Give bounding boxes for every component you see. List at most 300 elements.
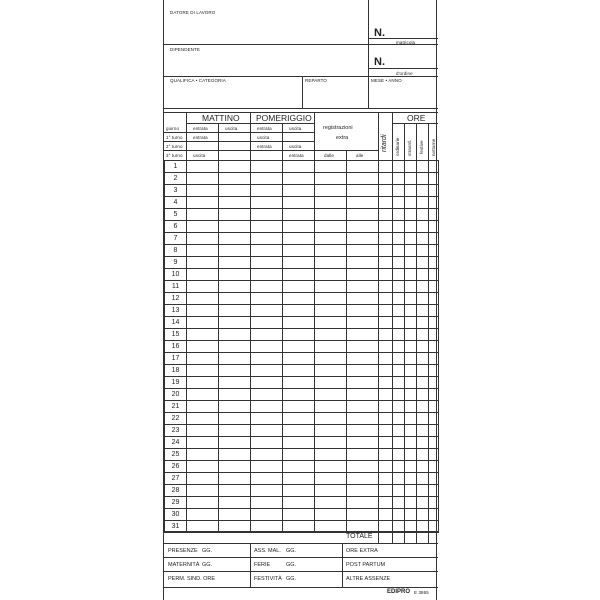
- day-entry-cell[interactable]: [393, 437, 405, 449]
- day-entry-cell[interactable]: [429, 305, 439, 317]
- day-entry-cell[interactable]: [219, 209, 251, 221]
- day-entry-cell[interactable]: [379, 437, 393, 449]
- day-entry-cell[interactable]: [405, 257, 417, 269]
- day-entry-cell[interactable]: [429, 401, 439, 413]
- day-entry-cell[interactable]: [187, 341, 219, 353]
- day-entry-cell[interactable]: [429, 245, 439, 257]
- day-entry-cell[interactable]: [347, 161, 379, 173]
- day-entry-cell[interactable]: [417, 449, 429, 461]
- day-entry-cell[interactable]: [219, 233, 251, 245]
- day-entry-cell[interactable]: [417, 353, 429, 365]
- day-entry-cell[interactable]: [429, 209, 439, 221]
- day-entry-cell[interactable]: [429, 329, 439, 341]
- day-entry-cell[interactable]: [417, 377, 429, 389]
- day-entry-cell[interactable]: [347, 293, 379, 305]
- day-entry-cell[interactable]: [379, 485, 393, 497]
- day-entry-cell[interactable]: [379, 269, 393, 281]
- day-entry-cell[interactable]: [417, 161, 429, 173]
- day-entry-cell[interactable]: [187, 377, 219, 389]
- day-entry-cell[interactable]: [347, 401, 379, 413]
- day-entry-cell[interactable]: [219, 377, 251, 389]
- day-entry-cell[interactable]: [347, 341, 379, 353]
- day-entry-cell[interactable]: [187, 209, 219, 221]
- day-entry-cell[interactable]: [251, 461, 283, 473]
- day-entry-cell[interactable]: [379, 497, 393, 509]
- day-entry-cell[interactable]: [283, 365, 315, 377]
- day-entry-cell[interactable]: [429, 197, 439, 209]
- day-entry-cell[interactable]: [405, 173, 417, 185]
- day-entry-cell[interactable]: [187, 413, 219, 425]
- day-entry-cell[interactable]: [219, 401, 251, 413]
- day-entry-cell[interactable]: [417, 185, 429, 197]
- day-entry-cell[interactable]: [379, 365, 393, 377]
- day-entry-cell[interactable]: [251, 389, 283, 401]
- day-entry-cell[interactable]: [315, 269, 347, 281]
- day-entry-cell[interactable]: [405, 317, 417, 329]
- day-entry-cell[interactable]: [315, 197, 347, 209]
- day-entry-cell[interactable]: [405, 161, 417, 173]
- day-entry-cell[interactable]: [283, 437, 315, 449]
- day-entry-cell[interactable]: [251, 257, 283, 269]
- day-entry-cell[interactable]: [405, 365, 417, 377]
- day-entry-cell[interactable]: [219, 257, 251, 269]
- day-entry-cell[interactable]: [379, 245, 393, 257]
- day-entry-cell[interactable]: [219, 413, 251, 425]
- day-entry-cell[interactable]: [251, 449, 283, 461]
- day-entry-cell[interactable]: [405, 401, 417, 413]
- day-entry-cell[interactable]: [429, 269, 439, 281]
- day-entry-cell[interactable]: [429, 497, 439, 509]
- day-entry-cell[interactable]: [417, 269, 429, 281]
- day-entry-cell[interactable]: [405, 341, 417, 353]
- day-entry-cell[interactable]: [283, 257, 315, 269]
- day-entry-cell[interactable]: [187, 293, 219, 305]
- day-entry-cell[interactable]: [429, 281, 439, 293]
- day-entry-cell[interactable]: [379, 509, 393, 521]
- day-entry-cell[interactable]: [187, 329, 219, 341]
- day-entry-cell[interactable]: [379, 221, 393, 233]
- day-entry-cell[interactable]: [283, 329, 315, 341]
- day-entry-cell[interactable]: [417, 341, 429, 353]
- day-entry-cell[interactable]: [283, 461, 315, 473]
- day-entry-cell[interactable]: [379, 461, 393, 473]
- day-entry-cell[interactable]: [429, 365, 439, 377]
- day-entry-cell[interactable]: [187, 437, 219, 449]
- day-entry-cell[interactable]: [347, 233, 379, 245]
- day-entry-cell[interactable]: [429, 257, 439, 269]
- day-entry-cell[interactable]: [315, 305, 347, 317]
- day-entry-cell[interactable]: [379, 341, 393, 353]
- day-entry-cell[interactable]: [429, 425, 439, 437]
- day-entry-cell[interactable]: [347, 257, 379, 269]
- day-entry-cell[interactable]: [393, 413, 405, 425]
- day-entry-cell[interactable]: [283, 317, 315, 329]
- day-entry-cell[interactable]: [283, 389, 315, 401]
- day-entry-cell[interactable]: [393, 485, 405, 497]
- day-entry-cell[interactable]: [379, 257, 393, 269]
- day-entry-cell[interactable]: [379, 449, 393, 461]
- day-entry-cell[interactable]: [187, 449, 219, 461]
- day-entry-cell[interactable]: [347, 185, 379, 197]
- day-entry-cell[interactable]: [429, 173, 439, 185]
- day-entry-cell[interactable]: [219, 281, 251, 293]
- day-entry-cell[interactable]: [417, 497, 429, 509]
- day-entry-cell[interactable]: [405, 473, 417, 485]
- day-entry-cell[interactable]: [429, 389, 439, 401]
- day-entry-cell[interactable]: [315, 473, 347, 485]
- day-entry-cell[interactable]: [393, 293, 405, 305]
- day-entry-cell[interactable]: [429, 437, 439, 449]
- day-entry-cell[interactable]: [347, 473, 379, 485]
- day-entry-cell[interactable]: [251, 365, 283, 377]
- day-entry-cell[interactable]: [187, 281, 219, 293]
- day-entry-cell[interactable]: [405, 221, 417, 233]
- day-entry-cell[interactable]: [251, 281, 283, 293]
- day-entry-cell[interactable]: [429, 293, 439, 305]
- day-entry-cell[interactable]: [315, 389, 347, 401]
- day-entry-cell[interactable]: [315, 317, 347, 329]
- day-entry-cell[interactable]: [379, 161, 393, 173]
- day-entry-cell[interactable]: [393, 245, 405, 257]
- day-entry-cell[interactable]: [219, 161, 251, 173]
- day-entry-cell[interactable]: [187, 317, 219, 329]
- day-entry-cell[interactable]: [393, 401, 405, 413]
- day-entry-cell[interactable]: [393, 473, 405, 485]
- day-entry-cell[interactable]: [219, 317, 251, 329]
- day-entry-cell[interactable]: [405, 461, 417, 473]
- day-entry-cell[interactable]: [405, 485, 417, 497]
- day-entry-cell[interactable]: [315, 281, 347, 293]
- day-entry-cell[interactable]: [347, 497, 379, 509]
- day-entry-cell[interactable]: [283, 473, 315, 485]
- day-entry-cell[interactable]: [429, 341, 439, 353]
- day-entry-cell[interactable]: [379, 377, 393, 389]
- day-entry-cell[interactable]: [283, 233, 315, 245]
- day-entry-cell[interactable]: [219, 473, 251, 485]
- day-entry-cell[interactable]: [347, 485, 379, 497]
- day-entry-cell[interactable]: [219, 245, 251, 257]
- day-entry-cell[interactable]: [347, 173, 379, 185]
- day-entry-cell[interactable]: [417, 293, 429, 305]
- day-entry-cell[interactable]: [283, 293, 315, 305]
- day-entry-cell[interactable]: [187, 509, 219, 521]
- day-entry-cell[interactable]: [283, 449, 315, 461]
- day-entry-cell[interactable]: [405, 425, 417, 437]
- day-entry-cell[interactable]: [283, 269, 315, 281]
- day-entry-cell[interactable]: [379, 185, 393, 197]
- day-entry-cell[interactable]: [379, 197, 393, 209]
- day-entry-cell[interactable]: [187, 245, 219, 257]
- day-entry-cell[interactable]: [315, 437, 347, 449]
- day-entry-cell[interactable]: [283, 497, 315, 509]
- day-entry-cell[interactable]: [379, 413, 393, 425]
- day-entry-cell[interactable]: [405, 269, 417, 281]
- day-entry-cell[interactable]: [219, 353, 251, 365]
- day-entry-cell[interactable]: [315, 413, 347, 425]
- day-entry-cell[interactable]: [187, 485, 219, 497]
- day-entry-cell[interactable]: [315, 173, 347, 185]
- day-entry-cell[interactable]: [429, 221, 439, 233]
- day-entry-cell[interactable]: [405, 197, 417, 209]
- day-entry-cell[interactable]: [379, 209, 393, 221]
- day-entry-cell[interactable]: [393, 185, 405, 197]
- day-entry-cell[interactable]: [251, 173, 283, 185]
- day-entry-cell[interactable]: [417, 221, 429, 233]
- day-entry-cell[interactable]: [417, 209, 429, 221]
- day-entry-cell[interactable]: [347, 281, 379, 293]
- day-entry-cell[interactable]: [429, 461, 439, 473]
- day-entry-cell[interactable]: [405, 185, 417, 197]
- day-entry-cell[interactable]: [347, 389, 379, 401]
- day-entry-cell[interactable]: [405, 449, 417, 461]
- day-entry-cell[interactable]: [315, 257, 347, 269]
- day-entry-cell[interactable]: [429, 353, 439, 365]
- day-entry-cell[interactable]: [187, 269, 219, 281]
- day-entry-cell[interactable]: [417, 365, 429, 377]
- day-entry-cell[interactable]: [379, 173, 393, 185]
- day-entry-cell[interactable]: [379, 281, 393, 293]
- day-entry-cell[interactable]: [405, 389, 417, 401]
- day-entry-cell[interactable]: [429, 185, 439, 197]
- day-entry-cell[interactable]: [283, 485, 315, 497]
- day-entry-cell[interactable]: [393, 425, 405, 437]
- day-entry-cell[interactable]: [187, 173, 219, 185]
- day-entry-cell[interactable]: [187, 161, 219, 173]
- day-entry-cell[interactable]: [219, 365, 251, 377]
- day-entry-cell[interactable]: [283, 185, 315, 197]
- day-entry-cell[interactable]: [393, 461, 405, 473]
- day-entry-cell[interactable]: [347, 197, 379, 209]
- day-entry-cell[interactable]: [417, 473, 429, 485]
- day-entry-cell[interactable]: [251, 197, 283, 209]
- day-entry-cell[interactable]: [379, 317, 393, 329]
- day-entry-cell[interactable]: [393, 509, 405, 521]
- day-entry-cell[interactable]: [393, 221, 405, 233]
- day-entry-cell[interactable]: [405, 497, 417, 509]
- day-entry-cell[interactable]: [347, 305, 379, 317]
- day-entry-cell[interactable]: [417, 329, 429, 341]
- day-entry-cell[interactable]: [251, 341, 283, 353]
- day-entry-cell[interactable]: [417, 245, 429, 257]
- day-entry-cell[interactable]: [219, 461, 251, 473]
- day-entry-cell[interactable]: [393, 233, 405, 245]
- day-entry-cell[interactable]: [251, 425, 283, 437]
- day-entry-cell[interactable]: [393, 365, 405, 377]
- day-entry-cell[interactable]: [429, 413, 439, 425]
- day-entry-cell[interactable]: [417, 305, 429, 317]
- day-entry-cell[interactable]: [283, 509, 315, 521]
- day-entry-cell[interactable]: [187, 401, 219, 413]
- day-entry-cell[interactable]: [219, 509, 251, 521]
- day-entry-cell[interactable]: [315, 341, 347, 353]
- day-entry-cell[interactable]: [315, 353, 347, 365]
- day-entry-cell[interactable]: [251, 209, 283, 221]
- day-entry-cell[interactable]: [283, 161, 315, 173]
- day-entry-cell[interactable]: [347, 317, 379, 329]
- day-entry-cell[interactable]: [393, 449, 405, 461]
- day-entry-cell[interactable]: [187, 389, 219, 401]
- day-entry-cell[interactable]: [251, 221, 283, 233]
- day-entry-cell[interactable]: [405, 245, 417, 257]
- day-entry-cell[interactable]: [251, 413, 283, 425]
- day-entry-cell[interactable]: [251, 269, 283, 281]
- day-entry-cell[interactable]: [251, 497, 283, 509]
- day-entry-cell[interactable]: [251, 401, 283, 413]
- day-entry-cell[interactable]: [315, 161, 347, 173]
- day-entry-cell[interactable]: [347, 437, 379, 449]
- day-entry-cell[interactable]: [283, 221, 315, 233]
- day-entry-cell[interactable]: [393, 377, 405, 389]
- day-entry-cell[interactable]: [347, 413, 379, 425]
- day-entry-cell[interactable]: [251, 377, 283, 389]
- day-entry-cell[interactable]: [219, 341, 251, 353]
- day-entry-cell[interactable]: [283, 377, 315, 389]
- day-entry-cell[interactable]: [405, 293, 417, 305]
- day-entry-cell[interactable]: [315, 185, 347, 197]
- day-entry-cell[interactable]: [315, 245, 347, 257]
- day-entry-cell[interactable]: [379, 473, 393, 485]
- day-entry-cell[interactable]: [429, 449, 439, 461]
- day-entry-cell[interactable]: [429, 473, 439, 485]
- day-entry-cell[interactable]: [417, 389, 429, 401]
- day-entry-cell[interactable]: [393, 329, 405, 341]
- day-entry-cell[interactable]: [379, 401, 393, 413]
- day-entry-cell[interactable]: [417, 413, 429, 425]
- day-entry-cell[interactable]: [405, 353, 417, 365]
- day-entry-cell[interactable]: [219, 221, 251, 233]
- day-entry-cell[interactable]: [187, 461, 219, 473]
- day-entry-cell[interactable]: [219, 185, 251, 197]
- day-entry-cell[interactable]: [417, 401, 429, 413]
- day-entry-cell[interactable]: [417, 461, 429, 473]
- day-entry-cell[interactable]: [187, 425, 219, 437]
- day-entry-cell[interactable]: [283, 245, 315, 257]
- day-entry-cell[interactable]: [379, 233, 393, 245]
- day-entry-cell[interactable]: [417, 257, 429, 269]
- day-entry-cell[interactable]: [417, 281, 429, 293]
- day-entry-cell[interactable]: [187, 185, 219, 197]
- day-entry-cell[interactable]: [315, 377, 347, 389]
- day-entry-cell[interactable]: [429, 233, 439, 245]
- day-entry-cell[interactable]: [417, 233, 429, 245]
- day-entry-cell[interactable]: [219, 329, 251, 341]
- day-entry-cell[interactable]: [187, 365, 219, 377]
- day-entry-cell[interactable]: [347, 365, 379, 377]
- day-entry-cell[interactable]: [187, 233, 219, 245]
- day-entry-cell[interactable]: [251, 353, 283, 365]
- day-entry-cell[interactable]: [219, 269, 251, 281]
- day-entry-cell[interactable]: [219, 305, 251, 317]
- day-entry-cell[interactable]: [251, 305, 283, 317]
- day-entry-cell[interactable]: [315, 365, 347, 377]
- day-entry-cell[interactable]: [429, 161, 439, 173]
- day-entry-cell[interactable]: [315, 509, 347, 521]
- day-entry-cell[interactable]: [347, 377, 379, 389]
- day-entry-cell[interactable]: [251, 473, 283, 485]
- day-entry-cell[interactable]: [417, 509, 429, 521]
- day-entry-cell[interactable]: [219, 425, 251, 437]
- day-entry-cell[interactable]: [251, 233, 283, 245]
- day-entry-cell[interactable]: [187, 353, 219, 365]
- day-entry-cell[interactable]: [219, 485, 251, 497]
- day-entry-cell[interactable]: [417, 437, 429, 449]
- day-entry-cell[interactable]: [347, 245, 379, 257]
- day-entry-cell[interactable]: [251, 293, 283, 305]
- day-entry-cell[interactable]: [251, 317, 283, 329]
- day-entry-cell[interactable]: [315, 329, 347, 341]
- day-entry-cell[interactable]: [417, 317, 429, 329]
- day-entry-cell[interactable]: [219, 173, 251, 185]
- day-entry-cell[interactable]: [219, 497, 251, 509]
- day-entry-cell[interactable]: [251, 485, 283, 497]
- day-entry-cell[interactable]: [405, 509, 417, 521]
- day-entry-cell[interactable]: [187, 221, 219, 233]
- day-entry-cell[interactable]: [315, 461, 347, 473]
- day-entry-cell[interactable]: [405, 305, 417, 317]
- day-entry-cell[interactable]: [251, 245, 283, 257]
- day-entry-cell[interactable]: [393, 497, 405, 509]
- day-entry-cell[interactable]: [405, 329, 417, 341]
- day-entry-cell[interactable]: [187, 257, 219, 269]
- day-entry-cell[interactable]: [315, 497, 347, 509]
- day-entry-cell[interactable]: [379, 353, 393, 365]
- day-entry-cell[interactable]: [393, 209, 405, 221]
- day-entry-cell[interactable]: [393, 389, 405, 401]
- day-entry-cell[interactable]: [429, 509, 439, 521]
- day-entry-cell[interactable]: [219, 389, 251, 401]
- day-entry-cell[interactable]: [379, 329, 393, 341]
- day-entry-cell[interactable]: [429, 317, 439, 329]
- day-entry-cell[interactable]: [379, 293, 393, 305]
- day-entry-cell[interactable]: [379, 305, 393, 317]
- day-entry-cell[interactable]: [379, 425, 393, 437]
- day-entry-cell[interactable]: [417, 197, 429, 209]
- day-entry-cell[interactable]: [405, 209, 417, 221]
- day-entry-cell[interactable]: [315, 449, 347, 461]
- day-entry-cell[interactable]: [347, 269, 379, 281]
- day-entry-cell[interactable]: [283, 197, 315, 209]
- day-entry-cell[interactable]: [315, 293, 347, 305]
- day-entry-cell[interactable]: [347, 329, 379, 341]
- day-entry-cell[interactable]: [347, 461, 379, 473]
- day-entry-cell[interactable]: [429, 485, 439, 497]
- day-entry-cell[interactable]: [283, 401, 315, 413]
- day-entry-cell[interactable]: [393, 341, 405, 353]
- day-entry-cell[interactable]: [393, 317, 405, 329]
- day-entry-cell[interactable]: [417, 173, 429, 185]
- day-entry-cell[interactable]: [187, 197, 219, 209]
- day-entry-cell[interactable]: [417, 425, 429, 437]
- day-entry-cell[interactable]: [251, 509, 283, 521]
- day-entry-cell[interactable]: [417, 485, 429, 497]
- day-entry-cell[interactable]: [405, 281, 417, 293]
- day-entry-cell[interactable]: [251, 437, 283, 449]
- day-entry-cell[interactable]: [283, 305, 315, 317]
- day-entry-cell[interactable]: [347, 449, 379, 461]
- day-entry-cell[interactable]: [347, 209, 379, 221]
- day-entry-cell[interactable]: [429, 377, 439, 389]
- day-entry-cell[interactable]: [405, 377, 417, 389]
- day-entry-cell[interactable]: [251, 161, 283, 173]
- day-entry-cell[interactable]: [283, 173, 315, 185]
- day-entry-cell[interactable]: [405, 437, 417, 449]
- day-entry-cell[interactable]: [393, 305, 405, 317]
- day-entry-cell[interactable]: [219, 293, 251, 305]
- day-entry-cell[interactable]: [283, 281, 315, 293]
- day-entry-cell[interactable]: [219, 197, 251, 209]
- day-entry-cell[interactable]: [251, 329, 283, 341]
- day-entry-cell[interactable]: [283, 341, 315, 353]
